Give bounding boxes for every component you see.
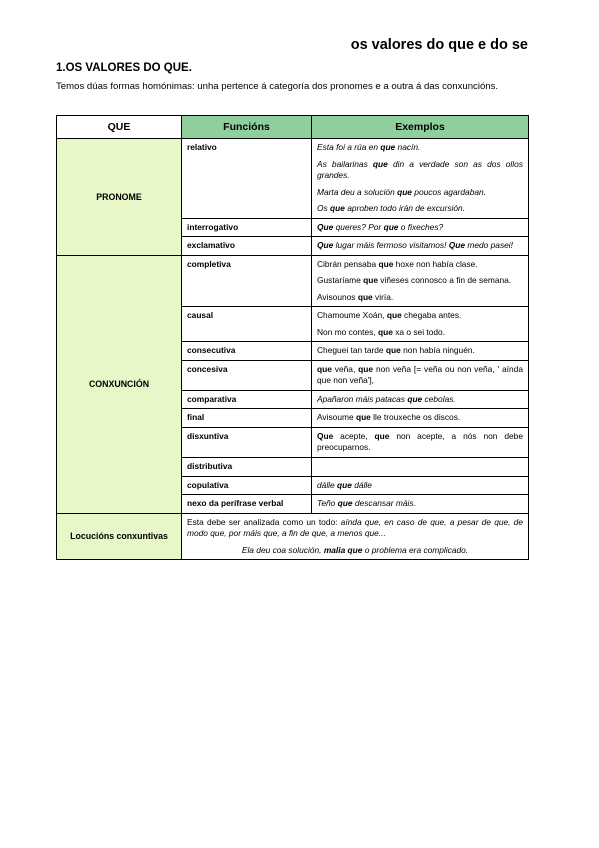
examples-cell <box>312 360 529 390</box>
examples-cell <box>312 495 529 514</box>
function-cell: concesiva <box>182 360 312 390</box>
highlight-que: malia que <box>323 544 363 555</box>
example-sentence: Os que aproben todo irán de excursión. <box>317 203 466 213</box>
table-row <box>57 255 529 307</box>
function-cell: nexo da perífrase verbal <box>182 495 312 514</box>
function-cell: completiva <box>182 255 312 307</box>
example-sentence: Esta foi a rúa en que nacín. <box>317 142 421 152</box>
highlight-que: que <box>330 203 345 213</box>
example-sentence: Cheguei tan tarde que non había ninguén. <box>317 345 475 355</box>
example-sentence: Non mo contes, que xa o sei todo. <box>317 326 446 337</box>
example-sentence: Apañaron máis patacas que cebolas. <box>317 393 456 404</box>
examples-cell <box>312 427 529 457</box>
intro-paragraph: Temos dúas formas homónimas: unha pertence á categoría dos pronomes e a outra á das conxuncións. <box>56 81 499 92</box>
highlight-que: que <box>317 363 332 374</box>
highlight-que: que <box>372 158 388 169</box>
example-sentence: As bailarinas que din a verdade son as dos ollos grandes. <box>317 158 523 180</box>
highlight-que: Que <box>317 221 334 232</box>
example-sentence: Ela deu coa solución, malia que o problema era complicado. <box>241 544 469 555</box>
highlight-que: que <box>380 142 396 152</box>
examples-cell <box>312 307 529 342</box>
category-pronome: PRONOME <box>57 139 182 256</box>
highlight-que: que <box>374 430 390 441</box>
highlight-que: Que <box>448 240 466 250</box>
highlight-que: Que <box>317 430 334 441</box>
example-sentence: Gustaríame que viñeses connosco a fin de semana. <box>317 275 512 285</box>
highlight-que: que <box>337 479 352 490</box>
examples-cell <box>312 255 529 307</box>
example-sentence: Avisounos que viría. <box>317 291 394 302</box>
example-sentence: Chamoume Xoán, que chegaba antes. <box>317 310 462 320</box>
highlight-que: que <box>378 258 394 269</box>
highlight-que: que <box>358 363 374 374</box>
category-locucions: Locucións conxuntivas <box>57 513 182 560</box>
que-values-table <box>56 115 529 560</box>
function-cell: distributiva <box>182 457 312 476</box>
highlight-que: Que <box>317 240 334 250</box>
function-cell: relativo <box>182 139 312 219</box>
function-cell: comparativa <box>182 390 312 409</box>
function-cell: causal <box>182 307 312 342</box>
example-sentence: Cibrán pensaba que hoxe non había clase. <box>317 258 478 269</box>
highlight-que: que <box>363 275 378 285</box>
examples-cell <box>312 139 529 219</box>
document-title: os valores do que e do se <box>350 37 528 53</box>
table-row <box>57 139 529 219</box>
highlight-que: que <box>397 186 412 197</box>
header-funcions: Funcións <box>182 116 312 139</box>
highlight-que: que <box>383 221 399 232</box>
example-sentence: Que lugar máis fermoso visitamos! Que medo pasei! <box>317 240 513 250</box>
table-row-locucions <box>57 513 529 560</box>
function-cell: consecutiva <box>182 342 312 361</box>
highlight-que: que <box>407 393 423 404</box>
examples-cell <box>312 390 529 409</box>
locucions-list: aínda que, en caso de que, a pesar de que, de modo que, por máis que, a fin de que, a menos que... <box>187 516 524 538</box>
highlight-que: que <box>377 326 393 337</box>
example-sentence: Que queres? Por que o fixeches? <box>317 221 444 232</box>
examples-cell <box>312 409 529 428</box>
function-cell: exclamativo <box>182 237 312 256</box>
highlight-que: que <box>337 498 353 508</box>
function-cell: copulativa <box>182 476 312 495</box>
example-sentence: dálle que dálle <box>317 479 372 490</box>
highlight-que: que <box>357 291 373 302</box>
example-sentence: Avisoume que lle trouxeche os discos. <box>317 412 461 422</box>
header-que: QUE <box>57 116 182 139</box>
highlight-que: que <box>355 412 371 422</box>
examples-cell <box>312 457 529 476</box>
examples-cell <box>312 476 529 495</box>
locucions-cell <box>182 513 529 560</box>
header-exemplos: Exemplos <box>312 116 529 139</box>
category-conxuncion: CONXUNCIÓN <box>57 255 182 513</box>
examples-cell <box>312 342 529 361</box>
examples-cell <box>312 218 529 237</box>
function-cell: disxuntiva <box>182 427 312 457</box>
function-cell: final <box>182 409 312 428</box>
highlight-que: que <box>386 310 402 320</box>
table-header-row <box>57 116 529 139</box>
example-sentence: Que acepte, que non acepte, a nós non debe preocuparnos. <box>317 430 523 452</box>
function-cell: interrogativo <box>182 218 312 237</box>
locucions-description: Esta debe ser analizada como un todo: aínda que, en caso de que, a pesar de que, de modo que, por máis que, a fin de que, a menos que... <box>187 516 524 538</box>
example-sentence: Teño que descansar máis. <box>317 498 416 508</box>
example-sentence: que veña, que non veña [= veña ou non veña, ' aínda que non veña'], <box>317 363 523 385</box>
table-body <box>57 139 529 560</box>
section-heading: 1.OS VALORES DO QUE. <box>56 62 192 74</box>
highlight-que: que <box>385 345 401 355</box>
example-sentence: Marta deu a solución que poucos agardaban. <box>317 186 487 197</box>
examples-cell <box>312 237 529 256</box>
